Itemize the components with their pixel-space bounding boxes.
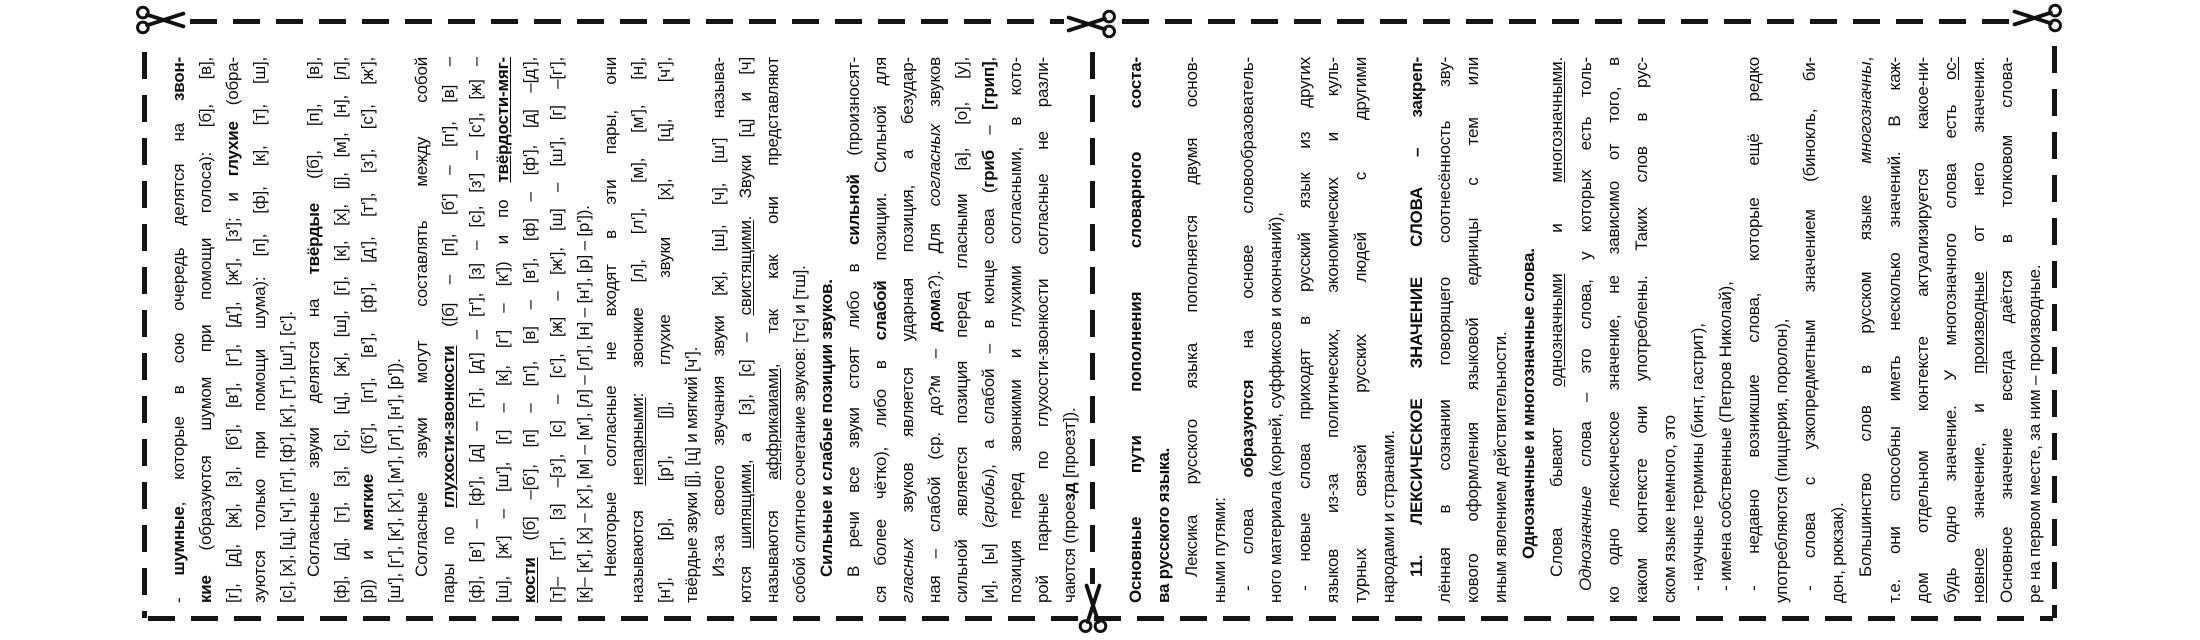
- text-line: - слова с узкопредметным значением (бинокль, би-: [1800, 57, 1820, 591]
- cut-line-top-left: [190, 19, 1064, 24]
- text-line: кие (образуются шумом при помощи голоса): [б], [в],: [196, 57, 215, 603]
- text-line: [н'], [р], [р'], [j], глухие звуки [х], [ц], [ч'],: [655, 57, 674, 603]
- text-line: дон, рюкзак).: [1828, 502, 1848, 603]
- text-line: каком контексте они употреблены. Таких слов в рус-: [1631, 57, 1651, 603]
- text-line: ре на первом месте, за ним – производные.: [2025, 264, 2044, 603]
- cut-line-middle: [1090, 52, 1095, 584]
- text-line: кости ([б] –[б'], [п] – [п'], [в] – [в'], [ф] – [ф'], [д] –[д'],: [520, 57, 539, 603]
- text-line: будь одно значение. У многозначного слова есть ос-: [1940, 57, 1960, 603]
- text-line: Слова бывают однозначными и многозначными.: [1547, 57, 1567, 577]
- text-line: Из-за своего звучания звуки [ж], [ш], [ч], [ш'] называ-: [709, 57, 728, 577]
- cut-line-left: [142, 52, 147, 618]
- text-line: [ф], [в'] – [ф'], [д] – [т], [д'] – [т'], [з] – [с], [з'] – [с'], [ж] –: [466, 57, 485, 603]
- text-line: собой слитное сочетание звуков: [тс] и [тш].: [790, 265, 809, 603]
- text-line: Лексика русского языка пополняется двумя основ-: [1182, 57, 1202, 577]
- text-line: ного материала (корней, суффиксов и окончаний),: [1266, 212, 1286, 603]
- text-line: гласных звуков является ударная позиция, а безудар-: [898, 57, 917, 603]
- scissors-icon: [1064, 8, 1118, 40]
- text-line: [к]– [к'], [х] – [х'], [м] – [м'], [л] – [л'], [н] – [н'], [р] – [р']).: [574, 205, 593, 603]
- text-line: рой парные по глухости-звонкости согласные не разли-: [1033, 57, 1052, 603]
- text-line: [и], [ы] (грибы), а слабой – в конце сова (гриб – [грип],: [979, 57, 998, 603]
- text-line: Основное значение всегда даётся в толковом слова-: [1996, 57, 2016, 603]
- text-line: зуются только при помощи шума): [п], [ф], [к], [т], [ш],: [250, 57, 269, 603]
- text-line: позиция перед звонкими и глухими согласными, в кото-: [1006, 57, 1025, 603]
- text-line: сильной является позиция перед гласными [а], [о], [у],: [952, 57, 971, 603]
- text-line: Согласные звуки делятся на твёрдые ([б], [п], [в],: [304, 57, 323, 577]
- text-line: Основные пути пополнения словарного соста-: [1126, 57, 1145, 603]
- text-line: называются непарными: звонкие [л], [л'], [м], [м'], [н],: [628, 57, 647, 603]
- text-line: - недавно возникшие слова, которые ещё редко: [1744, 57, 1764, 591]
- text-line: ко одно лексическое значение, не зависимо от того, в: [1603, 57, 1623, 603]
- text-line: иным явлением действительности.: [1491, 331, 1511, 603]
- text-line: [г], [д], [ж], [з], [б'], [в'], [г'], [д'], [ж'], [з']; и глухие (обра-: [223, 57, 242, 603]
- text-line: ском языке немного, это: [1659, 415, 1679, 603]
- text-line: т.е. они способны иметь несколько значений. В каж-: [1884, 57, 1904, 603]
- text-line: [ш], [ж'] – [ш'], [г] – [к], [г'] – [к']) и по твёрдости-мяг-: [493, 57, 512, 603]
- text-line: - имена собственные (Петров Николай),: [1715, 281, 1735, 591]
- text-line: [т]– [т'], [з] –[з'], [с] – [с'], [ж] – [ж'], [ш] – [ш'], [г] –[г'],: [547, 57, 566, 603]
- text-line: дом отдельном контексте актуализируется какое-ни-: [1912, 57, 1932, 603]
- text-line: ва русского языка.: [1154, 447, 1174, 603]
- text-line: [ш'], [г'], [к'], [х'], [м'], [л'], [н'], [р']).: [385, 358, 404, 603]
- scissors-icon: [2010, 2, 2064, 34]
- text-line: ются шипящими, а [з], [с] – свистящими. Звуки [ц] и [ч]: [736, 57, 755, 603]
- text-line: - слова образуются на основе словообразователь-: [1238, 57, 1258, 591]
- text-line: кового оформления языковой единицы с тем или: [1463, 57, 1483, 603]
- text-line: Сильные и слабые позиции звуков.: [817, 279, 836, 577]
- panel-vocabulary-lexical-meaning: [1122, 57, 2050, 603]
- text-line: твёрдые звуки [j], [ц] и мягкий [ч'].: [682, 346, 701, 603]
- text-line: чаются (проезд [проезт]).: [1060, 407, 1079, 603]
- text-line: [р]) и мягкие ([б'], [п'], [в'], [ф'], [д'], [т'], [з'], [с'], [ж'],: [358, 57, 377, 603]
- text-line: ными путями:: [1210, 497, 1230, 603]
- cut-line-right: [2052, 46, 2057, 618]
- text-line: народами и странами.: [1378, 430, 1398, 603]
- text-line: турных связей русских людей с другими: [1350, 57, 1370, 603]
- panel-consonants-phonetics: [165, 57, 1085, 603]
- cut-line-top-right: [1122, 19, 2010, 24]
- scissors-icon: [134, 4, 188, 36]
- text-line: употребляются (пиццерия, поролон),: [1772, 318, 1792, 603]
- rotated-text-block: [165, 57, 1085, 603]
- text-line: ная – слабой (ср. до?м – дома?). Для согласных звуков: [925, 57, 944, 603]
- text-line: пары по глухости-звонкости ([б] – [п], [б'] – [п'], [в] –: [439, 57, 458, 603]
- text-line: Некоторые согласные не входят в эти пары, они: [601, 57, 620, 577]
- text-line: [с], [х], [ц], [ч'], [п'], [ф'], [к'], [т'], [ш'], [с'].: [277, 311, 296, 603]
- rotated-text-block: [1122, 57, 2050, 603]
- text-line: языков из-за политических, экономических и куль-: [1322, 57, 1342, 603]
- text-line: Однозначные и многозначные слова.: [1519, 248, 1539, 559]
- text-line: лённая в сознании говорящего соотнесённость зву-: [1435, 57, 1455, 603]
- text-line: Однозначные слова – это слова, у которых есть толь-: [1575, 57, 1595, 591]
- text-line: Большинство слов в русском языке многозначны,: [1856, 57, 1876, 577]
- text-line: [ф], [д], [т], [з], [с], [ц], [ж], [ш], [г], [к], [х], [j], [м], [н], [л],: [331, 57, 350, 603]
- text-line: новное значение, и производные от него значения.: [1968, 57, 1988, 603]
- text-line: Согласные звуки могут составлять между собой: [412, 57, 431, 577]
- text-line: называются аффрикаиами, так как они представляют: [763, 57, 782, 603]
- text-line: - научные термины (бинт, гастрит),: [1687, 323, 1707, 591]
- text-line: 11. ЛЕКСИЧЕСКОЕ ЗНАЧЕНИЕ СЛОВА – закреп-: [1406, 57, 1426, 577]
- text-line: - новые слова приходят в русский язык из других: [1294, 57, 1314, 591]
- text-line: ся более чётко), либо в слабой позиции. Сильной для: [871, 57, 890, 603]
- text-line: - шумные, которые в сою очередь делятся на звон-: [169, 57, 188, 603]
- text-line: В речи все звуки стоят либо в сильной (произносят-: [844, 57, 863, 577]
